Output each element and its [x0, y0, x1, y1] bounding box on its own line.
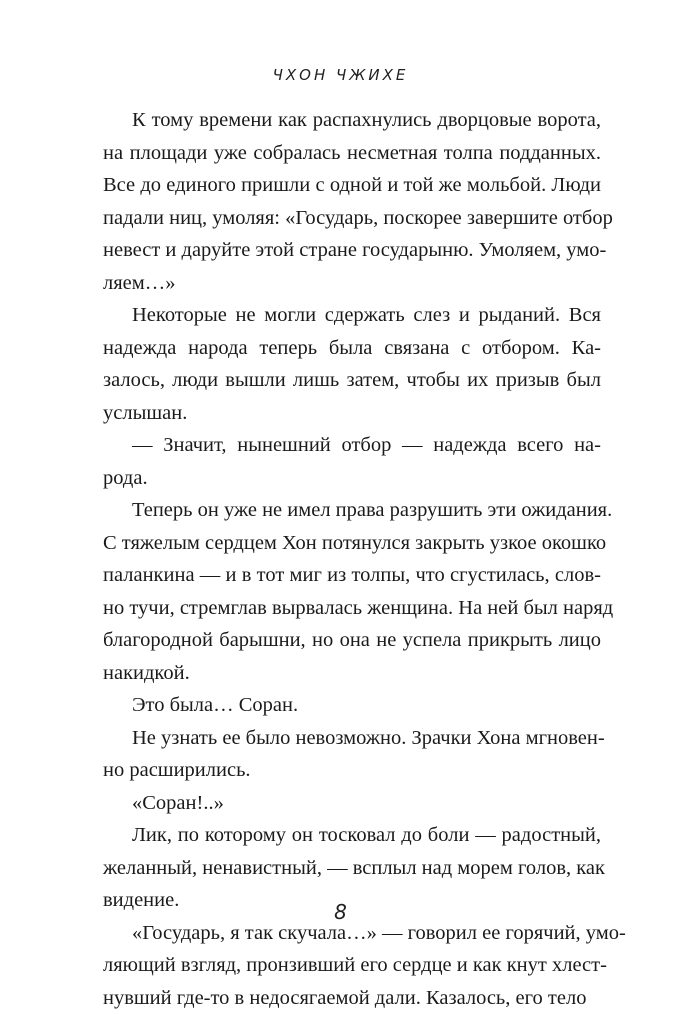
- text-line: [103, 234, 601, 267]
- text-line: [103, 624, 601, 657]
- running-head-author: ЧХОН ЧЖИХЕ: [0, 66, 681, 84]
- line-text: услышан.: [103, 402, 187, 424]
- line-text: К тому времени как распахнулись дворцовые ворота,: [132, 109, 601, 131]
- line-text: невест и даруйте этой стране государыню. Умоляем, умо-: [103, 239, 606, 261]
- line-text: благородной барышни, но она не успела прикрыть лицо: [103, 629, 601, 651]
- text-line: [103, 137, 601, 170]
- line-text: видение.: [103, 889, 179, 911]
- text-line: [103, 494, 601, 527]
- text-line: [103, 332, 601, 365]
- text-line: [103, 754, 601, 787]
- paragraph: [103, 722, 601, 787]
- paragraph: [103, 689, 601, 722]
- body-text: [103, 104, 601, 1014]
- text-line: [103, 819, 601, 852]
- paragraph: [103, 494, 601, 689]
- line-text: рода.: [103, 467, 148, 489]
- text-line: [103, 852, 601, 885]
- line-text: накидкой.: [103, 662, 190, 684]
- text-line: [103, 592, 601, 625]
- text-line: [103, 657, 601, 690]
- text-line: [103, 169, 601, 202]
- paragraph: [103, 299, 601, 429]
- line-text: ляем…»: [103, 272, 175, 294]
- paragraph: [103, 787, 601, 820]
- line-text: Некоторые не могли сдержать слез и рыданий. Вся: [132, 304, 601, 326]
- line-text: Лик, по которому он тосковал до боли — радостный,: [132, 824, 601, 846]
- text-line: [103, 104, 601, 137]
- text-line: [103, 429, 601, 462]
- line-text: — Значит, нынешний отбор — надежда всего на-: [132, 434, 601, 456]
- text-line: [103, 559, 601, 592]
- paragraph: [103, 429, 601, 494]
- line-text: Это была… Соран.: [132, 694, 298, 716]
- line-text: Не узнать ее было невозможно. Зрачки Хона мгновен-: [132, 727, 605, 749]
- line-text: «Государь, я так скучала…» — говорил ее горячий, умо-: [132, 922, 626, 944]
- page-number: 8: [0, 900, 681, 924]
- line-text: на площади уже собралась несметная толпа подданных.: [103, 142, 601, 164]
- line-text: паланкина — и в тот миг из толпы, что сгустилась, слов-: [103, 564, 601, 586]
- text-line: [103, 787, 601, 820]
- text-line: [103, 202, 601, 235]
- paragraph: [103, 104, 601, 299]
- line-text: надежда народа теперь была связана с отбором. Ка-: [103, 337, 601, 359]
- line-text: ляющий взгляд, пронзивший его сердце и как кнут хлест-: [103, 954, 607, 976]
- line-text: Теперь он уже не имел права разрушить эти ожидания.: [132, 499, 612, 521]
- text-line: [103, 267, 601, 300]
- text-line: [103, 299, 601, 332]
- line-text: желанный, ненавистный, — всплыл над морем голов, как: [103, 857, 605, 879]
- line-text: но тучи, стремглав вырвалась женщина. На ней был наряд: [103, 597, 613, 619]
- text-line: [103, 527, 601, 560]
- line-text: но расширились.: [103, 759, 251, 781]
- text-line: [103, 722, 601, 755]
- text-line: [103, 689, 601, 722]
- text-line: [103, 949, 601, 982]
- line-text: нувший где-то в недосягаемой дали. Казалось, его тело: [103, 987, 586, 1009]
- text-line: [103, 397, 601, 430]
- line-text: падали ниц, умоляя: «Государь, поскорее завершите отбор: [103, 207, 613, 229]
- line-text: «Соран!..»: [132, 792, 224, 814]
- text-line: [103, 462, 601, 495]
- paragraph: [103, 917, 601, 1014]
- text-line: [103, 982, 601, 1014]
- line-text: С тяжелым сердцем Хон потянулся закрыть узкое окошко: [103, 532, 606, 554]
- line-text: залось, люди вышли лишь затем, чтобы их призыв был: [103, 369, 601, 391]
- line-text: Все до единого пришли с одной и той же мольбой. Люди: [103, 174, 601, 196]
- text-line: [103, 364, 601, 397]
